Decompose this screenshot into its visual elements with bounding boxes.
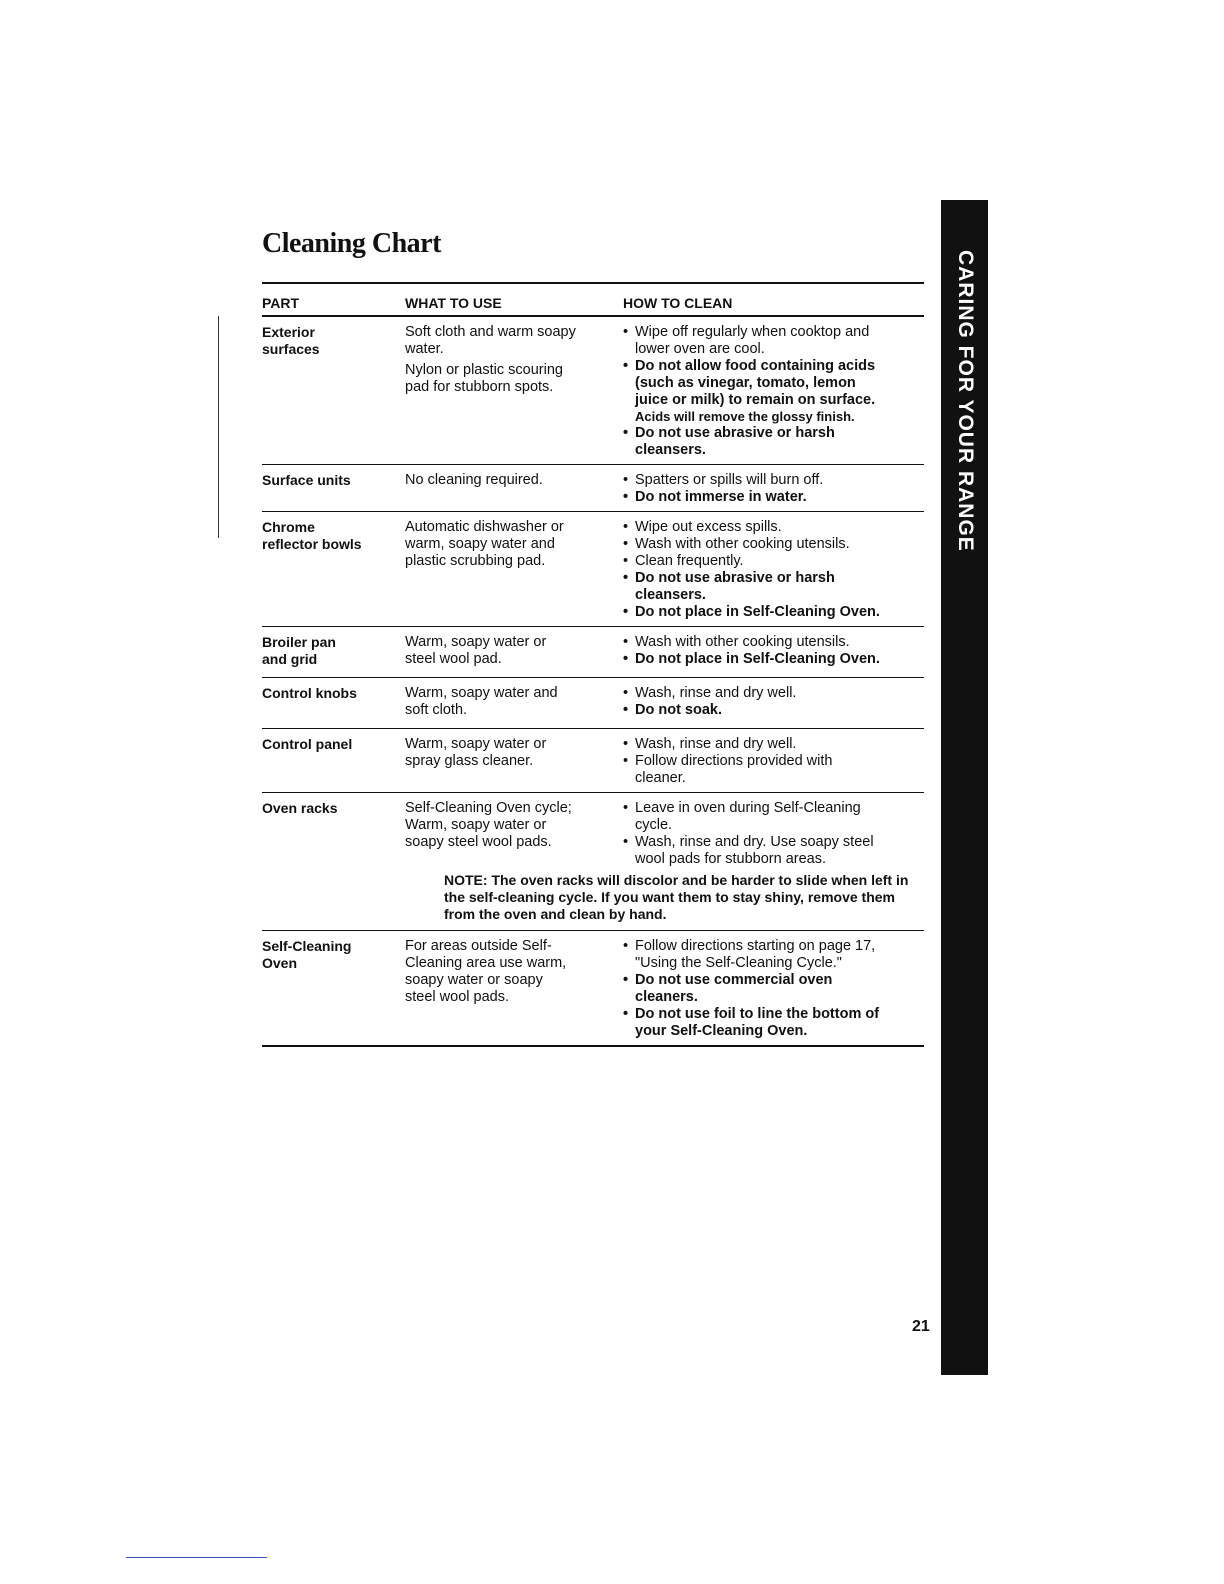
- how-to-clean-item: [623, 702, 924, 719]
- how-to-clean-text: Spatters or spills will burn off.: [635, 472, 824, 488]
- table-row: [262, 678, 924, 729]
- how-to-clean-text: Do not use commercial oven cleaners.: [635, 972, 833, 1005]
- how-to-clean-subnote: Acids will remove the glossy finish.: [635, 409, 855, 424]
- how-to-clean: [623, 519, 924, 621]
- how-to-clean-item: [623, 324, 924, 358]
- part-name: Broiler pan and grid: [262, 634, 336, 667]
- how-to-clean: [623, 634, 924, 672]
- how-to-clean-text: Leave in oven during Self-Cleaning cycle.: [635, 800, 861, 833]
- table-row: [262, 793, 924, 931]
- how-to-clean: [623, 938, 924, 1040]
- part-name: Oven racks: [262, 800, 338, 816]
- what-to-use-text: Nylon or plastic scouring pad for stubborn spots.: [405, 362, 563, 395]
- table-header: [262, 284, 924, 317]
- part-name: Chrome reflector bowls: [262, 519, 362, 552]
- what-to-use: [405, 938, 623, 1040]
- how-to-clean-item: [623, 753, 924, 787]
- how-to-clean-text: Wash with other cooking utensils.: [635, 536, 850, 552]
- how-to-clean-text: Do not soak.: [635, 702, 723, 718]
- section-tab: [941, 200, 988, 1375]
- table-row: [262, 465, 924, 512]
- part-name: Self-Cleaning Oven: [262, 938, 352, 971]
- what-to-use-text: Warm, soapy water or spray glass cleaner.: [405, 736, 547, 769]
- how-to-clean-item: [623, 800, 924, 834]
- table-row: [262, 512, 924, 627]
- how-to-clean-item: [623, 1006, 924, 1040]
- what-to-use: [405, 324, 623, 459]
- how-to-clean-text: Wash, rinse and dry well.: [635, 685, 797, 701]
- what-to-use: [405, 685, 623, 723]
- how-to-clean-item: [623, 604, 924, 621]
- table-row: [262, 317, 924, 465]
- how-to-clean-text: Do not place in Self-Cleaning Oven.: [635, 651, 880, 667]
- what-to-use-text: Automatic dishwasher or warm, soapy water and plastic scrubbing pad.: [405, 519, 564, 569]
- how-to-clean-text: Follow directions provided with cleaner.: [635, 753, 833, 786]
- how-to-clean: [623, 736, 924, 787]
- how-to-clean-text: Wash with other cooking utensils.: [635, 634, 850, 650]
- part-name: Exterior surfaces: [262, 324, 320, 357]
- table-body: [262, 317, 924, 1047]
- how-to-clean-item: [623, 358, 924, 425]
- what-to-use: [405, 800, 623, 868]
- how-to-clean-item: [623, 634, 924, 651]
- how-to-clean-item: [623, 651, 924, 668]
- how-to-clean-text: Clean frequently.: [635, 553, 744, 569]
- what-to-use: [405, 634, 623, 672]
- how-to-clean-text: Wipe off regularly when cooktop and lower oven are cool.: [635, 324, 870, 357]
- what-to-use-text: Warm, soapy water and soft cloth.: [405, 685, 558, 718]
- page-title: Cleaning Chart: [262, 228, 441, 259]
- what-to-use-text: Self-Cleaning Oven cycle; Warm, soapy water or soapy steel wool pads.: [405, 800, 572, 850]
- how-to-clean-item: [623, 425, 924, 459]
- how-to-clean-text: Do not place in Self-Cleaning Oven.: [635, 604, 880, 620]
- how-to-clean-text: Do not use abrasive or harsh cleansers.: [635, 570, 835, 603]
- header-how-to-clean: HOW TO CLEAN: [623, 295, 733, 311]
- cleaning-chart-table: [262, 282, 924, 1047]
- part-name: Control knobs: [262, 685, 357, 701]
- what-to-use-text: Soft cloth and warm soapy water.: [405, 324, 576, 357]
- page-number: 21: [912, 1318, 930, 1335]
- how-to-clean-item: [623, 834, 924, 868]
- how-to-clean: [623, 800, 924, 868]
- how-to-clean-text: Follow directions starting on page 17, "Using the Self-Cleaning Cycle.": [635, 938, 876, 971]
- how-to-clean-text: Do not allow food containing acids (such as vinegar, tomato, lemon juice or milk) to remain on surface.: [635, 358, 876, 408]
- how-to-clean-text: Do not use abrasive or harsh cleansers.: [635, 425, 835, 458]
- how-to-clean-item: [623, 553, 924, 570]
- how-to-clean-item: [623, 972, 924, 1006]
- what-to-use-text: Warm, soapy water or steel wool pad.: [405, 634, 547, 667]
- how-to-clean-item: [623, 736, 924, 753]
- footnote-rule: [126, 1557, 267, 1558]
- part-name: Control panel: [262, 736, 353, 752]
- what-to-use: [405, 472, 623, 506]
- how-to-clean-item: [623, 489, 924, 506]
- header-what-to-use: WHAT TO USE: [405, 295, 502, 311]
- what-to-use-text: No cleaning required.: [405, 472, 543, 488]
- how-to-clean-item: [623, 472, 924, 489]
- what-to-use: [405, 736, 623, 787]
- how-to-clean: [623, 472, 924, 506]
- how-to-clean-item: [623, 536, 924, 553]
- table-row: [262, 729, 924, 793]
- how-to-clean-item: [623, 685, 924, 702]
- how-to-clean-item: [623, 570, 924, 604]
- change-bar: [218, 316, 219, 538]
- table-row: [262, 931, 924, 1047]
- what-to-use: [405, 519, 623, 621]
- table-row: [262, 627, 924, 678]
- what-to-use-text: For areas outside Self- Cleaning area use warm, soapy water or soapy steel wool pads.: [405, 938, 567, 1005]
- oven-racks-note: NOTE: The oven racks will discolor and be harder to slide when left in the self-cleaning cycle. If you want them to stay shiny, remove them from the oven and clean by hand.: [444, 872, 909, 922]
- how-to-clean: [623, 685, 924, 723]
- how-to-clean-text: Do not use foil to line the bottom of your Self-Cleaning Oven.: [635, 1006, 880, 1039]
- how-to-clean-item: [623, 519, 924, 536]
- part-name: Surface units: [262, 472, 351, 488]
- how-to-clean: [623, 324, 924, 459]
- header-part: PART: [262, 295, 300, 311]
- section-tab-label: CARING FOR YOUR RANGE: [954, 250, 977, 552]
- how-to-clean-text: Wash, rinse and dry. Use soapy steel wool pads for stubborn areas.: [635, 834, 874, 867]
- how-to-clean-text: Wipe out excess spills.: [635, 519, 782, 535]
- how-to-clean-text: Do not immerse in water.: [635, 489, 807, 505]
- how-to-clean-text: Wash, rinse and dry well.: [635, 736, 797, 752]
- how-to-clean-item: [623, 938, 924, 972]
